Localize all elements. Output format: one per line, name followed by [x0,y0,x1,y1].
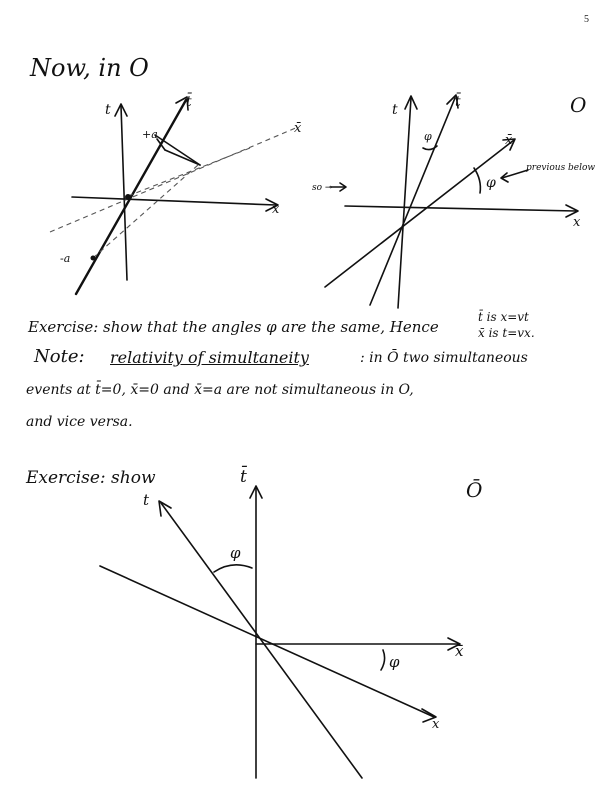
label-plus-a: +a [142,128,158,141]
label-xbar: x̄ [294,121,302,136]
page-number: 5 [584,14,589,25]
label-minus-a: -a [60,252,71,265]
vice-versa-line: and vice versa. [26,414,133,430]
phi-bottom-3: φ [389,653,400,671]
t-axis-3 [161,503,362,778]
label-t-2: t [392,102,398,118]
label-t-3: t [143,491,150,509]
note-prefix: Note: [34,346,85,367]
label-x-3: x [432,717,440,732]
exercise-1-text: Exercise: show that the angles φ are the same, Hence [28,318,439,336]
phi-right-2: φ [486,175,496,191]
so-label: so → [312,183,333,193]
label-x-2: x [573,215,581,230]
events-line: events at t̄=0, x̄=0 and x̄=a are not simultaneous in O, [26,382,414,398]
label-x: x [272,202,280,217]
page-heading: Now, in O [30,54,149,82]
x-axis-3 [100,566,434,717]
exercise-2-label: Exercise: show [26,468,156,488]
frame-label-Obar: Ō [466,478,483,502]
phi-top-2: φ [424,130,432,143]
note-rest: : in Ō two simultaneous [360,350,528,366]
label-tbar-2: t̄ [455,94,461,110]
label-t: t [105,102,111,118]
phi-top-3: φ [230,544,241,562]
phi-note: previous below [526,163,596,173]
note-relativity-of-simultaneity: relativity of simultaneity [110,348,309,367]
phi-arc-top-3 [214,565,252,572]
xbar-equation: x̄ is t=vx. [478,326,535,340]
label-tbar-3: t̄ [240,467,247,487]
label-xbar-3: x̄ [455,642,464,660]
tbar-equation: t̄ is x=vt [478,310,529,324]
frame-label-O: O [570,93,587,117]
phi-arc-bottom-3 [381,650,385,670]
label-tbar: t̄ [186,94,192,110]
label-xbar-2: x̄ [505,133,513,148]
